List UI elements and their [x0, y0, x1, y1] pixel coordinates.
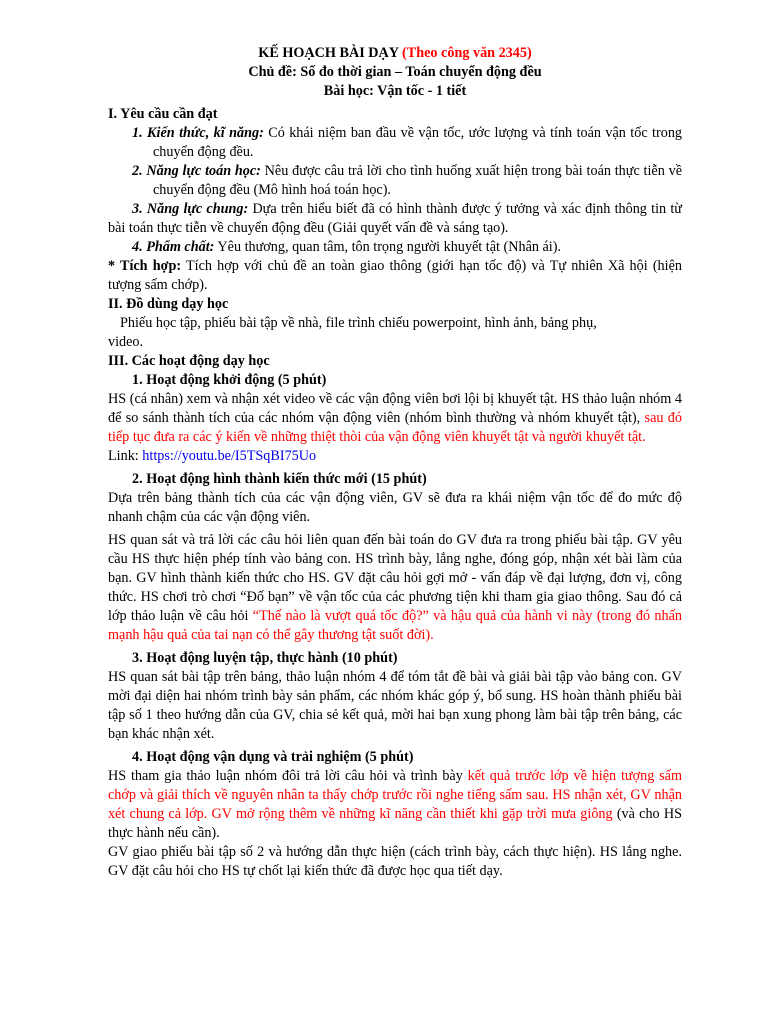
materials-text: Phiếu học tập, phiếu bài tập về nhà, file trình chiếu powerpoint, hình ảnh, bảng phụ, video.	[108, 315, 597, 350]
activity-4-paragraph-2: GV giao phiếu bài tập số 2 và hướng dẫn thực hiện (cách trình bày, cách thực hiện). HS lắng nghe. GV đặt câu hỏi cho HS tự chốt lại kiến thức đã được học qua tiết dạy.	[108, 844, 682, 879]
activity-1-text	[108, 390, 682, 447]
integration-note	[108, 257, 682, 295]
activity-1-heading: 1. Hoạt động khởi động (5 phút)	[132, 372, 327, 388]
item-2-text: Nêu được câu trả lời cho tình huống xuất hiện trong bài toán thực tiễn về chuyển động đều (Mô hình hoá toán học).	[153, 163, 683, 198]
item-3-label: 3. Năng lực chung:	[132, 201, 249, 217]
section-2-heading: II. Đồ dùng dạy học	[108, 296, 229, 312]
activity-4-heading: 4. Hoạt động vận dụng và trải nghiệm (5 phút)	[132, 749, 414, 765]
requirement-item-1	[108, 124, 682, 162]
activity-2-paragraph-1: Dựa trên bảng thành tích của các vận động viên, GV sẽ đưa ra khái niệm vận tốc để đo mức độ nhanh chậm của các vận động viên.	[108, 490, 682, 525]
requirement-item-2	[108, 162, 682, 200]
activity-3-heading: 3. Hoạt động luyện tập, thực hành (10 phút)	[132, 650, 398, 666]
item-2-label: 2. Năng lực toán học:	[132, 163, 261, 179]
activity-3-text: HS quan sát bài tập trên bảng, thảo luận nhóm 4 để tóm tắt đề bài và giải bài tập vào bảng con. GV mời đại diện hai nhóm trình bày sản phẩm, các nhóm khác góp ý, bổ sung. HS hoàn thành phiếu bài tập số 1 theo hướng dẫn của GV, chia sẻ kết quả, mời hai bạn xung phong làm bài tập trên bảng, các bạn khác nhận xét.	[108, 669, 682, 742]
item-3-text: Dựa trên hiểu biết đã có hình thành được ý tưởng và xác định thông tin từ bài toán thực tiễn về chuyển động đều (Giải quyết vấn đề và sáng tạo).	[108, 201, 682, 236]
activity-4-highlight: kết quả trước lớp về hiện tượng sấm chớp và giải thích về nguyên nhân ta thấy chớp trước rồi nghe tiếng sấm sau. HS nhận xét, GV nhận xét chung cả lớp. GV mở rộng thêm về những kĩ năng cần thiết khi gặp trời mưa giông	[108, 768, 682, 822]
title-text: KẾ HOẠCH BÀI DẠY	[258, 45, 399, 61]
link-label: Link:	[108, 448, 143, 464]
section-1-heading: I. Yêu cầu cần đạt	[108, 106, 218, 122]
lesson-line: Bài học: Vận tốc - 1 tiết	[323, 83, 467, 99]
item-1-label: 1. Kiến thức, kĩ năng:	[132, 125, 264, 141]
document-title	[108, 44, 682, 63]
activity-4-body: HS tham gia thảo luận nhóm đôi trả lời câu hỏi và trình bày	[108, 768, 468, 784]
activity-1-highlight: sau đó tiếp tục đưa ra các ý kiến về những thiệt thòi của vận động viên khuyết tật và người khuyết tật.	[108, 410, 682, 445]
activity-2-paragraph-2	[108, 531, 682, 645]
lesson-plan-page	[108, 44, 682, 881]
topic-line: Chủ đề: Số đo thời gian – Toán chuyển động đều	[248, 64, 542, 80]
item-4-label: 4. Phẩm chất:	[132, 239, 215, 255]
activity-4-paragraph-1	[108, 767, 682, 843]
integration-label: * Tích hợp:	[108, 258, 182, 274]
item-4-text: Yêu thương, quan tâm, tôn trọng người khuyết tật (Nhân ái).	[214, 239, 562, 255]
video-link-line	[108, 447, 682, 466]
activity-2-body: HS quan sát và trả lời các câu hỏi liên quan đến bài toán do GV đưa ra trong phiếu bài tập. GV yêu cầu HS thực hiện phép tính vào bảng con. HS trình bày, lắng nghe, đóng góp, nhận xét bài làm của bạn. GV hình thành kiến thức cho HS. GV đặt câu hỏi gợi mở - vấn đáp về đại lượng, đơn vị, công thức. HS chơi trò chơi “Đố bạn” về vận tốc của các phương tiện khi tham gia giao thông. Sau đó cả lớp thảo luận về câu hỏi	[108, 532, 682, 624]
section-3-heading: III. Các hoạt động dạy học	[108, 353, 270, 369]
item-1-text: Có khái niệm ban đầu về vận tốc, ước lượng và tính toán vận tốc trong chuyển động đều.	[153, 125, 683, 160]
title-note: (Theo công văn 2345)	[402, 45, 532, 61]
integration-text: Tích hợp với chủ đề an toàn giao thông (giới hạn tốc độ) và Tự nhiên Xã hội (hiện tượng sấm chớp).	[108, 258, 682, 293]
activity-4-body-end: (và cho HS thực hành nếu cần).	[108, 806, 682, 841]
video-link[interactable]: https://youtu.be/I5TSqBI75Uo	[142, 448, 317, 464]
activity-2-highlight: “Thế nào là vượt quá tốc độ?” và hậu quả của hành vi này (trong đó nhấn mạnh hậu quả của tai nạn có thể gây thương tật suốt đời).	[108, 608, 682, 643]
requirement-item-3	[108, 200, 682, 238]
requirement-item-4	[132, 238, 682, 257]
activity-1-body: HS (cá nhân) xem và nhận xét video về các vận động viên bơi lội bị khuyết tật. HS thảo luận nhóm 4 để so sánh thành tích của các nhóm vận động viên (nhóm bình thường và nhóm khuyết tật),	[108, 391, 682, 426]
activity-2-heading: 2. Hoạt động hình thành kiến thức mới (15 phút)	[132, 471, 427, 487]
